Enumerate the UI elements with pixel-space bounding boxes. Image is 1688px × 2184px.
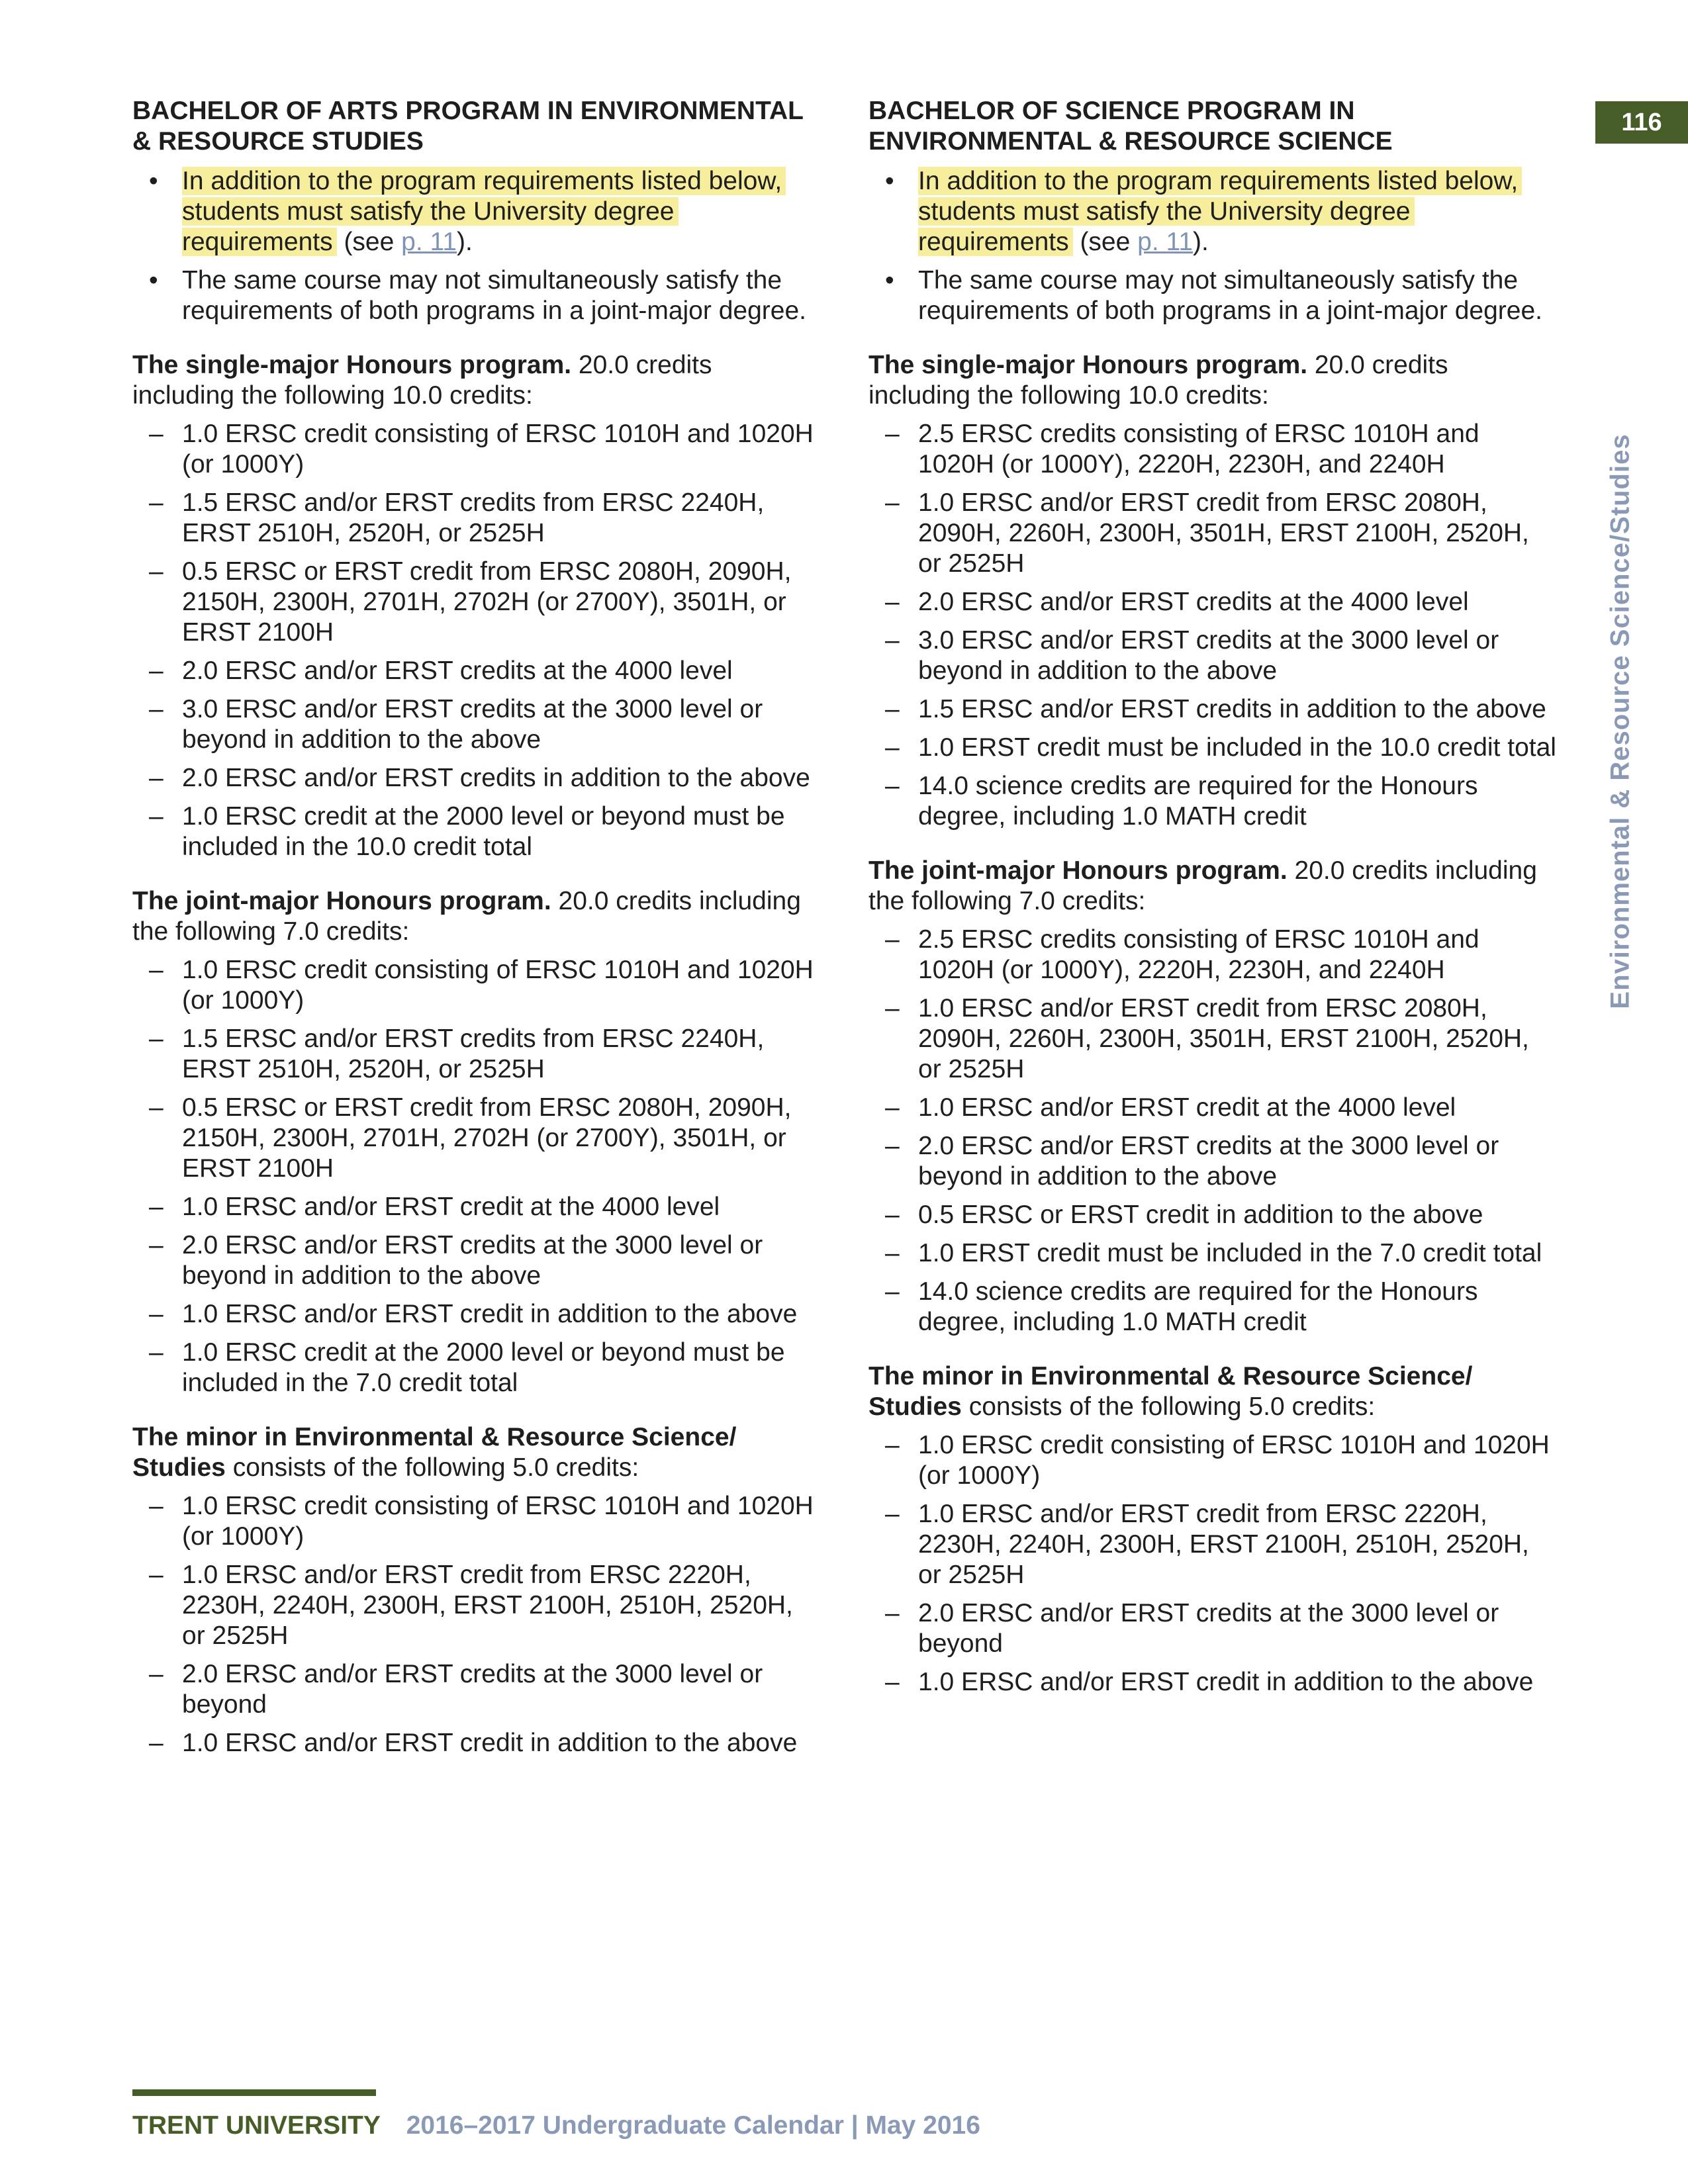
bsc-program-heading <box>868 96 1557 157</box>
requirement-text: 1.0 ERSC and/or ERST credit from ERSC 2220H, 2230H, 2240H, 2300H, ERST 2100H, 2510H, 2520H, or 2525H <box>918 1500 1529 1589</box>
section-intro-text: 20.0 credits including the following 7.0 credits: <box>868 856 1537 915</box>
requirement-item <box>132 1338 821 1398</box>
requirement-text: 1.0 ERST credit must be included in the 7.0 credit total <box>918 1239 1542 1267</box>
dash-icon: – <box>149 802 164 831</box>
dash-icon: – <box>885 1500 900 1528</box>
requirement-item <box>868 419 1557 480</box>
dash-icon: – <box>149 956 164 984</box>
dash-icon: – <box>885 1277 900 1306</box>
requirement-text: 3.0 ERSC and/or ERST credits at the 3000 level or beyond in addition to the above <box>918 626 1499 685</box>
requirement-item <box>868 1277 1557 1338</box>
requirement-text: 2.0 ERSC and/or ERST credits at the 3000 level or beyond in addition to the above <box>182 1231 763 1290</box>
requirement-item <box>868 993 1557 1085</box>
requirement-text: 2.0 ERSC and/or ERST credits at the 4000 level <box>918 588 1469 616</box>
dash-icon: – <box>885 1132 900 1160</box>
section-intro <box>868 856 1557 917</box>
requirement-item <box>132 801 821 862</box>
requirement-text: 1.0 ERSC and/or ERST credit at the 4000 level <box>918 1093 1456 1122</box>
dash-icon: – <box>149 1193 164 1221</box>
requirement-list <box>868 925 1557 1338</box>
footer-university: TRENT UNIVERSITY <box>132 2111 381 2140</box>
requirement-item <box>868 1131 1557 1192</box>
page-number: 116 <box>1595 101 1688 144</box>
requirement-text: 1.0 ERSC credit consisting of ERSC 1010H and 1020H (or 1000Y) <box>918 1431 1550 1490</box>
requirement-text: 0.5 ERSC or ERST credit from ERSC 2080H, 2090H, 2150H, 2300H, 2701H, 2702H (or 2700Y), 3501H, or ERST 2100H <box>182 557 792 647</box>
dash-icon: – <box>149 488 164 517</box>
requirement-item <box>132 955 821 1016</box>
note-item <box>868 265 1557 326</box>
requirement-item <box>868 1238 1557 1269</box>
section-intro-text: 20.0 credits including the following 10.0 credits: <box>132 351 712 410</box>
requirement-item <box>868 925 1557 985</box>
dash-icon: – <box>885 1431 900 1459</box>
dash-icon: – <box>149 1231 164 1259</box>
requirement-item <box>868 1499 1557 1590</box>
section-intro-text: consists of the following 5.0 credits: <box>225 1453 639 1482</box>
requirement-item <box>132 1230 821 1291</box>
highlighted-text: In addition to the program requirements listed below, students must satisfy the University degree requirements <box>918 167 1522 256</box>
requirement-text: 1.0 ERSC credit consisting of ERSC 1010H and 1020H (or 1000Y) <box>182 420 814 478</box>
requirement-list <box>132 1491 821 1758</box>
section-intro <box>132 350 821 411</box>
requirement-text: 1.0 ERSC and/or ERST credit in addition to the above <box>182 1729 798 1757</box>
requirement-item <box>868 1430 1557 1491</box>
section-intro <box>132 1422 821 1483</box>
section-intro <box>132 886 821 947</box>
dash-icon: – <box>149 1024 164 1053</box>
dash-icon: – <box>149 695 164 723</box>
note-text: (see <box>336 228 402 256</box>
section-intro <box>868 1361 1557 1422</box>
requirement-item <box>868 771 1557 832</box>
dash-icon: – <box>885 1093 900 1122</box>
requirement-item <box>132 656 821 686</box>
requirement-item <box>132 1192 821 1222</box>
requirement-text: 1.5 ERSC and/or ERST credits in addition to the above <box>918 695 1546 723</box>
bullet-icon: • <box>885 266 894 295</box>
dash-icon: – <box>149 557 164 586</box>
requirement-text: 1.0 ERSC credit consisting of ERSC 1010H and 1020H (or 1000Y) <box>182 956 814 1015</box>
dash-icon: – <box>885 1599 900 1627</box>
note-text: The same course may not simultaneously satisfy the requirements of both programs in a joint-major degree. <box>182 266 806 325</box>
requirement-text: 1.5 ERSC and/or ERST credits from ERSC 2240H, ERST 2510H, 2520H, or 2525H <box>182 488 765 547</box>
requirement-list <box>132 955 821 1398</box>
requirement-text: 0.5 ERSC or ERST credit from ERSC 2080H, 2090H, 2150H, 2300H, 2701H, 2702H (or 2700Y), 3501H, or ERST 2100H <box>182 1093 792 1183</box>
requirement-item <box>132 1659 821 1720</box>
dash-icon: – <box>149 1660 164 1688</box>
requirement-item <box>132 1299 821 1330</box>
heading-line: ENVIRONMENTAL & RESOURCE SCIENCE <box>868 127 1393 156</box>
requirement-section <box>132 1422 821 1758</box>
dash-icon: – <box>885 1668 900 1696</box>
section-title: The minor in Environmental & Resource Science/ Studies <box>132 1423 737 1482</box>
requirement-text: 3.0 ERSC and/or ERST credits at the 3000 level or beyond in addition to the above <box>182 695 763 754</box>
requirement-text: 1.0 ERSC credit at the 2000 level or beyond must be included in the 7.0 credit total <box>182 1338 785 1397</box>
requirement-section <box>868 1361 1557 1698</box>
requirement-list <box>132 419 821 862</box>
ba-program-heading <box>132 96 821 157</box>
requirement-item <box>868 1667 1557 1698</box>
dash-icon: – <box>885 695 900 723</box>
requirement-item <box>132 694 821 755</box>
page-link[interactable]: p. 11 <box>401 228 457 256</box>
footer-calendar: 2016–2017 Undergraduate Calendar | May 2016 <box>406 2111 980 2140</box>
notes-list <box>868 166 1557 326</box>
footer-divider <box>132 2089 376 2096</box>
dash-icon: – <box>885 925 900 954</box>
section-title: The joint-major Honours program. <box>868 856 1288 885</box>
dash-icon: – <box>149 1561 164 1589</box>
requirement-section <box>868 350 1557 832</box>
requirement-text: 14.0 science credits are required for the Honours degree, including 1.0 MATH credit <box>918 772 1478 831</box>
section-title: The single-major Honours program. <box>868 351 1308 379</box>
side-label-text: Environmental & Resource Science/Studies <box>1605 433 1635 1009</box>
section-intro-text: 20.0 credits including the following 10.0 credits: <box>868 351 1448 410</box>
requirement-list <box>868 419 1557 832</box>
requirement-item <box>868 587 1557 617</box>
requirement-list <box>868 1430 1557 1698</box>
requirement-sections <box>132 350 821 1758</box>
requirement-item <box>868 1598 1557 1659</box>
note-text: ). <box>457 228 473 256</box>
requirement-text: 1.0 ERSC and/or ERST credit from ERSC 2080H, 2090H, 2260H, 2300H, 3501H, ERST 2100H, 2520H, or 2525H <box>918 994 1529 1083</box>
requirement-item <box>868 1093 1557 1123</box>
requirement-section <box>868 856 1557 1338</box>
requirement-item <box>132 1560 821 1651</box>
requirement-text: 1.0 ERSC and/or ERST credit in addition to the above <box>182 1300 798 1328</box>
section-title: The minor in Environmental & Resource Science/ Studies <box>868 1362 1473 1421</box>
requirement-text: 1.0 ERST credit must be included in the 10.0 credit total <box>918 733 1556 762</box>
section-intro-text: consists of the following 5.0 credits: <box>961 1392 1376 1421</box>
bullet-icon: • <box>149 266 158 295</box>
note-text: The same course may not simultaneously satisfy the requirements of both programs in a joint-major degree. <box>918 266 1542 325</box>
note-item <box>868 166 1557 257</box>
bullet-icon: • <box>885 167 894 195</box>
dash-icon: – <box>149 657 164 685</box>
dash-icon: – <box>149 420 164 448</box>
requirement-sections <box>868 350 1557 1698</box>
requirement-section <box>132 350 821 862</box>
requirement-text: 1.0 ERSC credit at the 2000 level or beyond must be included in the 10.0 credit total <box>182 802 785 861</box>
note-text: (see <box>1072 228 1138 256</box>
dash-icon: – <box>885 733 900 762</box>
dash-icon: – <box>885 994 900 1023</box>
requirement-item <box>868 488 1557 579</box>
dash-icon: – <box>885 626 900 655</box>
dash-icon: – <box>885 1201 900 1229</box>
requirement-item <box>132 419 821 480</box>
right-column <box>868 96 1557 1721</box>
requirement-section <box>132 886 821 1398</box>
dash-icon: – <box>885 488 900 517</box>
notes-list <box>132 166 821 326</box>
section-intro-text: 20.0 credits including the following 7.0 credits: <box>132 887 801 946</box>
dash-icon: – <box>885 1239 900 1267</box>
requirement-text: 2.5 ERSC credits consisting of ERSC 1010H and 1020H (or 1000Y), 2220H, 2230H, and 2240H <box>918 925 1479 984</box>
requirement-item <box>868 625 1557 686</box>
section-intro <box>868 350 1557 411</box>
requirement-text: 1.0 ERSC and/or ERST credit in addition to the above <box>918 1668 1534 1696</box>
requirement-text: 1.5 ERSC and/or ERST credits from ERSC 2240H, ERST 2510H, 2520H, or 2525H <box>182 1024 765 1083</box>
dash-icon: – <box>885 772 900 800</box>
requirement-item <box>132 1024 821 1085</box>
requirement-item <box>132 557 821 648</box>
requirement-item <box>868 733 1557 763</box>
left-column <box>132 96 821 1782</box>
dash-icon: – <box>149 1093 164 1122</box>
heading-line: BACHELOR OF ARTS PROGRAM IN ENVIRONMENTAL <box>132 97 804 125</box>
dash-icon: – <box>149 1492 164 1520</box>
requirement-item <box>132 488 821 549</box>
bullet-icon: • <box>149 167 158 195</box>
heading-line: & RESOURCE STUDIES <box>132 127 424 156</box>
requirement-item <box>868 694 1557 725</box>
note-item <box>132 166 821 257</box>
requirement-text: 1.0 ERSC and/or ERST credit from ERSC 2220H, 2230H, 2240H, 2300H, ERST 2100H, 2510H, 2520H, or 2525H <box>182 1561 793 1650</box>
requirement-text: 14.0 science credits are required for the Honours degree, including 1.0 MATH credit <box>918 1277 1478 1336</box>
requirement-text: 1.0 ERSC credit consisting of ERSC 1010H and 1020H (or 1000Y) <box>182 1492 814 1551</box>
dash-icon: – <box>149 764 164 792</box>
dash-icon: – <box>149 1729 164 1757</box>
requirement-text: 1.0 ERSC and/or ERST credit at the 4000 level <box>182 1193 720 1221</box>
requirement-item <box>868 1200 1557 1230</box>
note-text: ). <box>1193 228 1209 256</box>
requirement-item <box>132 1491 821 1552</box>
dash-icon: – <box>885 588 900 616</box>
dash-icon: – <box>149 1338 164 1367</box>
footer <box>132 2111 980 2140</box>
highlighted-text: In addition to the program requirements listed below, students must satisfy the University degree requirements <box>182 167 786 256</box>
requirement-item <box>132 763 821 794</box>
requirement-text: 2.0 ERSC and/or ERST credits at the 3000 level or beyond <box>918 1599 1499 1658</box>
page-link[interactable]: p. 11 <box>1137 228 1194 256</box>
dash-icon: – <box>885 420 900 448</box>
note-item <box>132 265 821 326</box>
requirement-text: 1.0 ERSC and/or ERST credit from ERSC 2080H, 2090H, 2260H, 2300H, 3501H, ERST 2100H, 2520H, or 2525H <box>918 488 1529 578</box>
dash-icon: – <box>149 1300 164 1328</box>
requirement-text: 2.5 ERSC credits consisting of ERSC 1010H and 1020H (or 1000Y), 2220H, 2230H, and 2240H <box>918 420 1479 478</box>
requirement-text: 2.0 ERSC and/or ERST credits at the 4000 level <box>182 657 733 685</box>
section-title: The joint-major Honours program. <box>132 887 551 915</box>
requirement-text: 0.5 ERSC or ERST credit in addition to the above <box>918 1201 1483 1229</box>
heading-line: BACHELOR OF SCIENCE PROGRAM IN <box>868 97 1355 125</box>
requirement-item <box>132 1093 821 1184</box>
requirement-text: 2.0 ERSC and/or ERST credits at the 3000 level or beyond in addition to the above <box>918 1132 1499 1191</box>
section-title: The single-major Honours program. <box>132 351 572 379</box>
requirement-text: 2.0 ERSC and/or ERST credits at the 3000 level or beyond <box>182 1660 763 1719</box>
requirement-text: 2.0 ERSC and/or ERST credits in addition to the above <box>182 764 810 792</box>
requirement-item <box>132 1728 821 1758</box>
